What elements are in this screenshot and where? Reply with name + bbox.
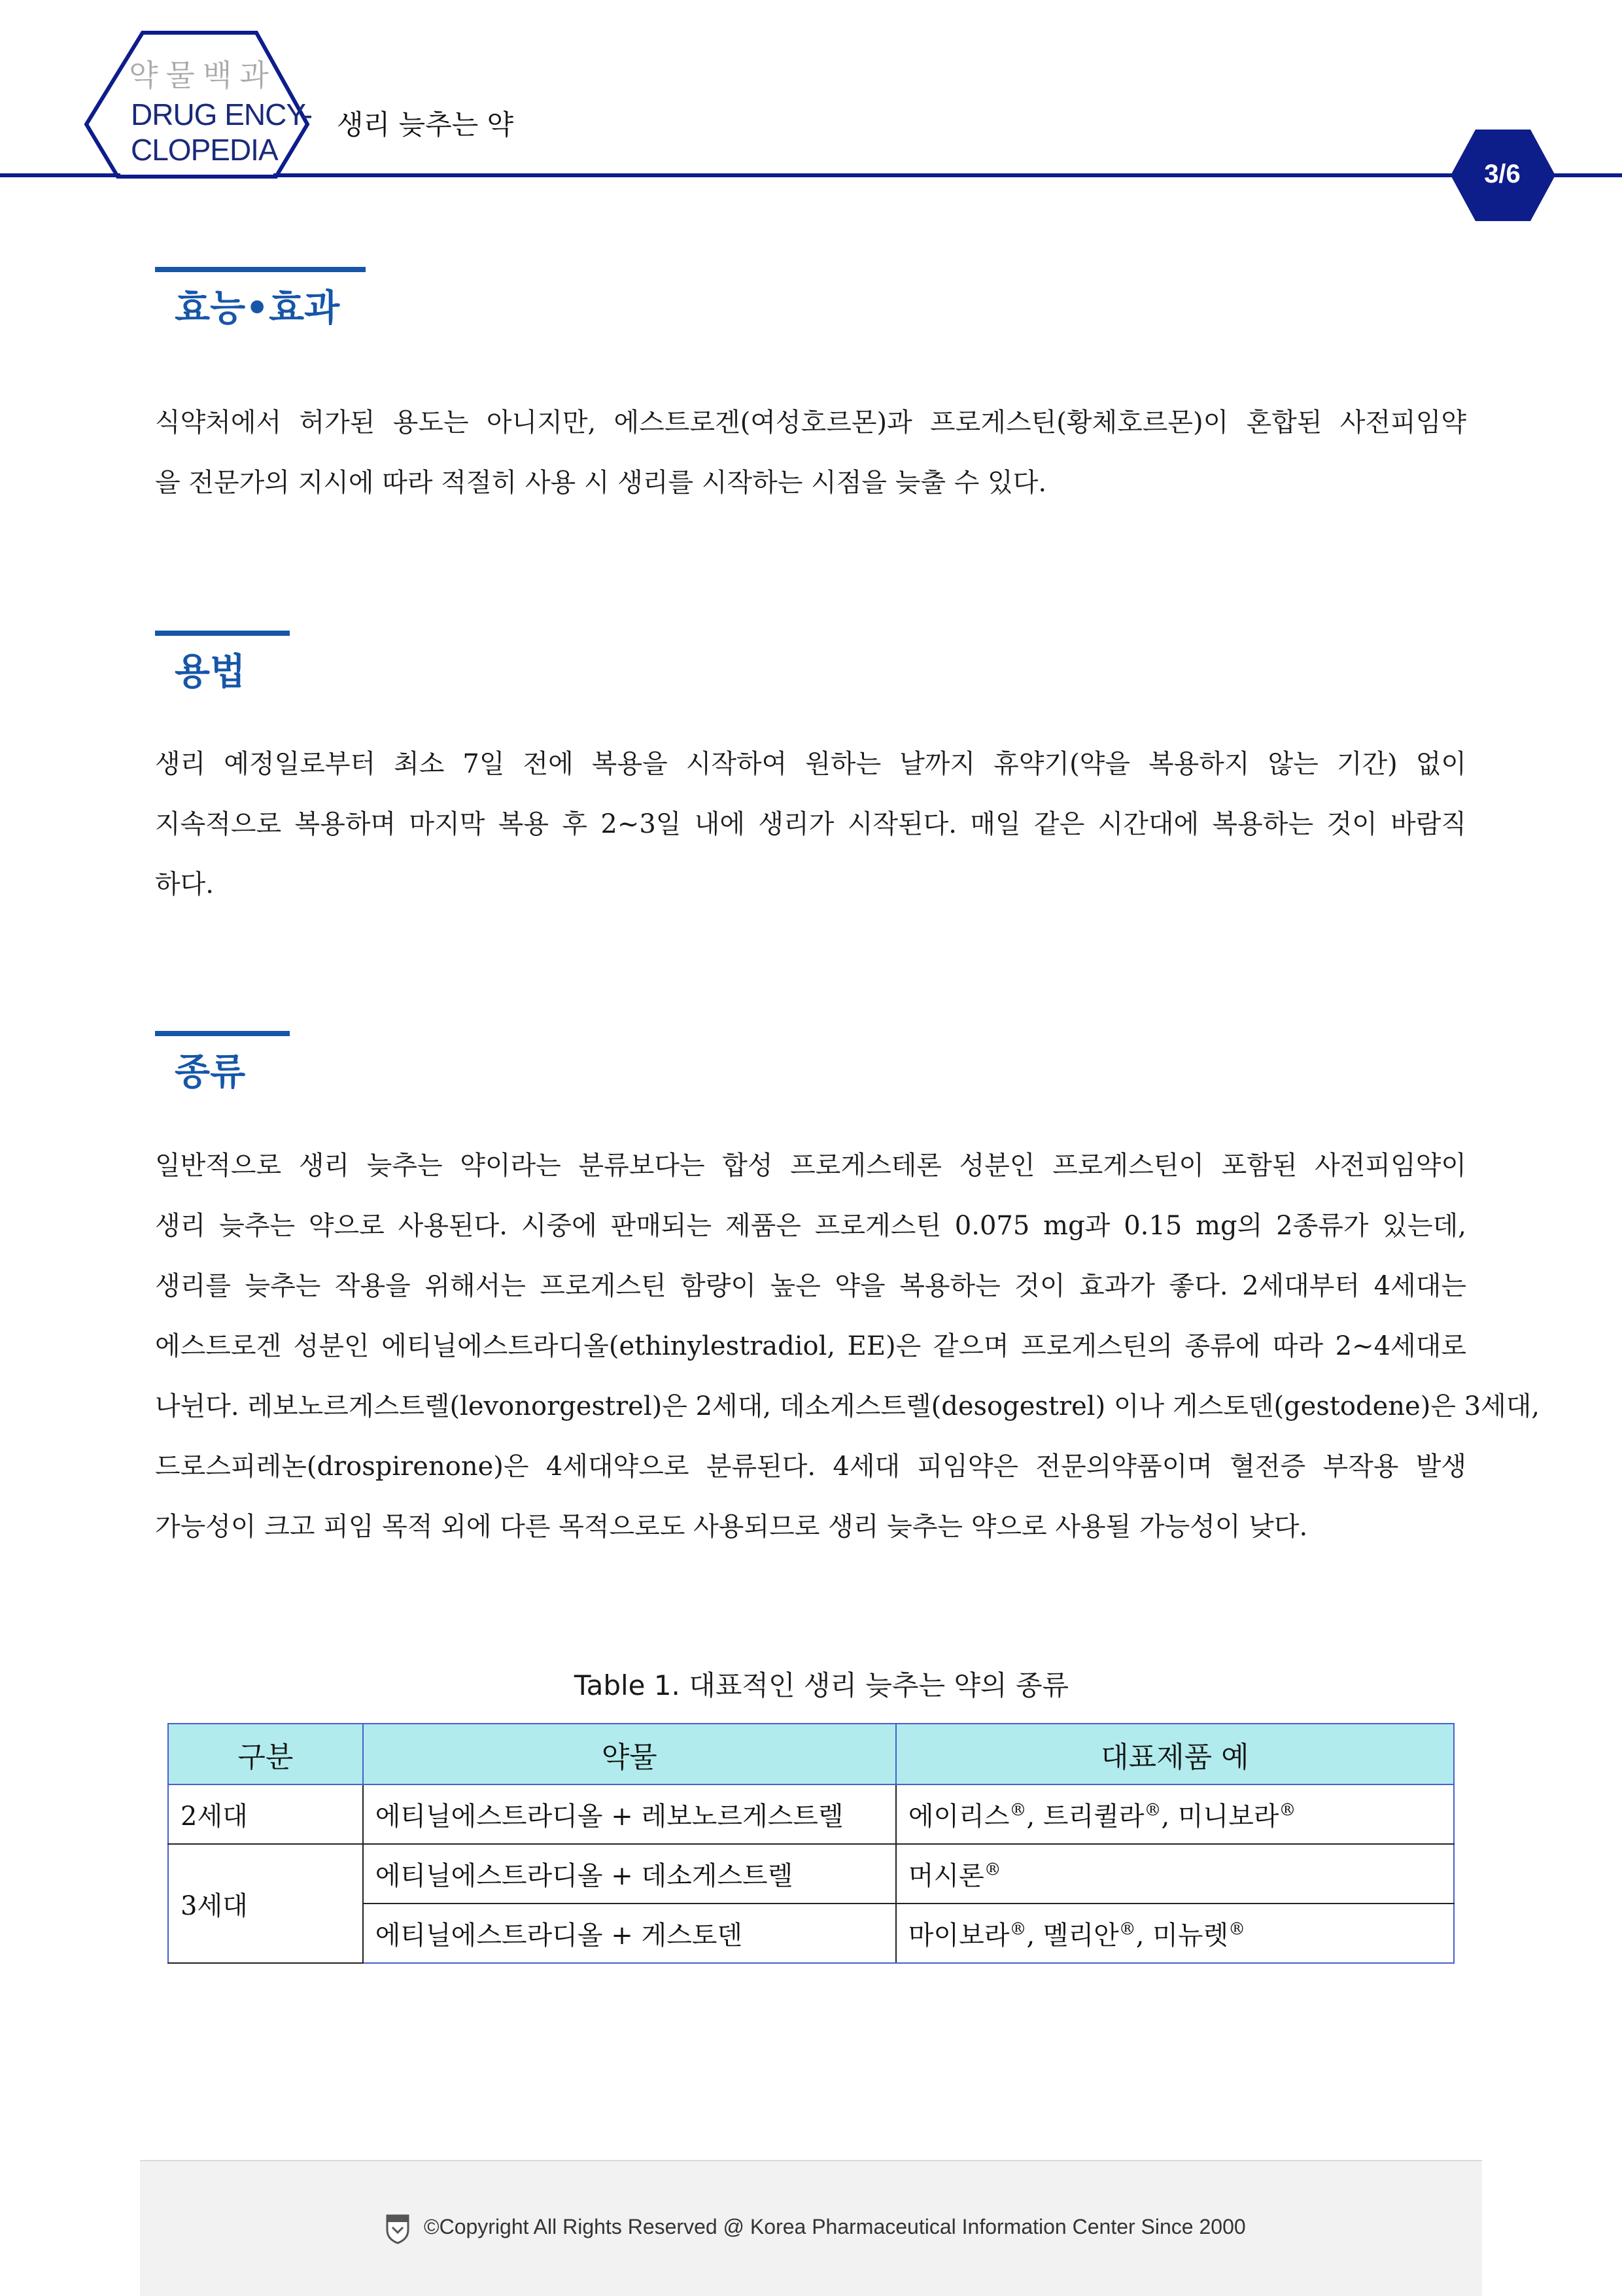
product-name: 미니보라 bbox=[1177, 1801, 1279, 1832]
reg-mark: ® bbox=[1009, 1800, 1027, 1820]
drug-cell: 에티닐에스트라디올 + 데소게스트렐 bbox=[363, 1844, 896, 1904]
text-line: 식약처에서 허가된 용도는 아니지만, 에스트로겐(여성호르몬)과 프로게스틴(황체호르몬)이 혼합된 사전피임약 bbox=[155, 408, 1466, 438]
section-bar-efficacy bbox=[155, 267, 366, 272]
products-cell: 에이리스®, 트리퀼라®, 미니보라® bbox=[896, 1784, 1454, 1844]
emblem-icon bbox=[383, 2213, 412, 2244]
text-line: 나뉜다. 레보노르게스트렐(levonorgestrel)은 2세대, 데소게스트렐(desogestrel) 이나 게스토덴(gestodene)은 3세대, bbox=[155, 1391, 1540, 1421]
section-title-types: 종류 bbox=[175, 1051, 246, 1094]
header-generation: 구분 bbox=[168, 1724, 363, 1784]
reg-mark: ® bbox=[984, 1860, 1001, 1880]
text-line: 드로스피레논(drospirenone)은 4세대약으로 분류된다. 4세대 피임약은 전문의약품이며 혈전증 부작용 발생 bbox=[155, 1452, 1466, 1482]
logo-korean: 약물백과 bbox=[129, 58, 277, 93]
text-line: 가능성이 크고 피임 목적 외에 다른 목적으로도 사용되므로 생리 늦추는 약으로 사용될 가능성이 낮다. bbox=[155, 1512, 1308, 1542]
section-body-types bbox=[155, 1136, 1540, 1557]
section-bar-types bbox=[155, 1031, 290, 1036]
text-line: 생리 예정일로부터 최소 7일 전에 복용을 시작하여 원하는 날까지 휴약기(약을 복용하지 않는 기간) 없이 bbox=[155, 749, 1466, 779]
document-title: 생리 늦추는 약 bbox=[337, 109, 514, 141]
footer-copyright: ©Copyright All Rights Reserved @ Korea Pharmaceutical Information Center Since 2000 bbox=[424, 2215, 1246, 2238]
header-drug: 약물 bbox=[363, 1724, 896, 1784]
generation-cell: 3세대 bbox=[168, 1844, 363, 1963]
page-indicator: 3/6 bbox=[1484, 160, 1521, 188]
text-line: 을 전문가의 지시에 따라 적절히 사용 시 생리를 시작하는 시점을 늦출 수 있다. bbox=[155, 468, 1047, 498]
product-name: 마이보라 bbox=[908, 1921, 1010, 1951]
text-line: 하다. bbox=[155, 869, 214, 899]
section-body-usage bbox=[155, 734, 1466, 914]
table-header-row bbox=[168, 1724, 1454, 1784]
text-line: 생리를 늦추는 작용을 위해서는 프로게스틴 함량이 높은 약을 복용하는 것이 효과가 좋다. 2세대부터 4세대는 bbox=[155, 1271, 1466, 1301]
generation-cell: 2세대 bbox=[168, 1784, 363, 1844]
drug-cell: 에티닐에스트라디올 + 게스토덴 bbox=[363, 1904, 896, 1963]
reg-mark: ® bbox=[1009, 1919, 1027, 1939]
header-products: 대표제품 예 bbox=[896, 1724, 1454, 1784]
products-cell: 마이보라®, 멜리안®, 미뉴렛® bbox=[896, 1904, 1454, 1963]
text-line: 일반적으로 생리 늦추는 약이라는 분류보다는 합성 프로게스테론 성분인 프로게스틴이 포함된 사전피임약이 bbox=[155, 1151, 1466, 1181]
drug-types-table bbox=[167, 1723, 1455, 1964]
reg-mark: ® bbox=[1228, 1919, 1246, 1939]
logo-english-line2: CLOPEDIA bbox=[131, 133, 278, 167]
text-line: 에스트로겐 성분인 에티닐에스트라디올(ethinylestradiol, EE)은 같으며 프로게스틴의 종류에 따라 2~4세대로 bbox=[155, 1331, 1466, 1361]
logo-english-line1: DRUG ENCY- bbox=[131, 97, 313, 131]
section-title-efficacy: 효능•효과 bbox=[175, 287, 340, 330]
drug-cell: 에티닐에스트라디올 + 레보노르게스트렐 bbox=[363, 1784, 896, 1844]
section-bar-usage bbox=[155, 631, 290, 636]
reg-mark: ® bbox=[1144, 1800, 1162, 1820]
table-row bbox=[168, 1784, 1454, 1844]
product-name: 멜리안 bbox=[1043, 1921, 1119, 1951]
table-row bbox=[168, 1844, 1454, 1904]
reg-mark: ® bbox=[1279, 1800, 1296, 1820]
text-line: 지속적으로 복용하며 마지막 복용 후 2~3일 내에 생리가 시작된다. 매일 같은 시간대에 복용하는 것이 바람직 bbox=[155, 809, 1466, 839]
products-cell bbox=[896, 1844, 1454, 1904]
product-name: 머시론 bbox=[908, 1861, 984, 1891]
table-caption: Table 1. 대표적인 생리 늦추는 약의 종류 bbox=[574, 1669, 1069, 1701]
section-body-efficacy bbox=[155, 392, 1466, 513]
product-name: 미뉴렛 bbox=[1152, 1921, 1229, 1951]
product-name: 에이리스 bbox=[908, 1801, 1010, 1832]
reg-mark: ® bbox=[1118, 1919, 1136, 1939]
product-name: 트리퀼라 bbox=[1043, 1801, 1145, 1832]
section-title-usage: 용법 bbox=[175, 651, 246, 693]
text-line: 생리 늦추는 약으로 사용된다. 시중에 판매되는 제품은 프로게스틴 0.075 mg과 0.15 mg의 2종류가 있는데, bbox=[155, 1211, 1466, 1241]
